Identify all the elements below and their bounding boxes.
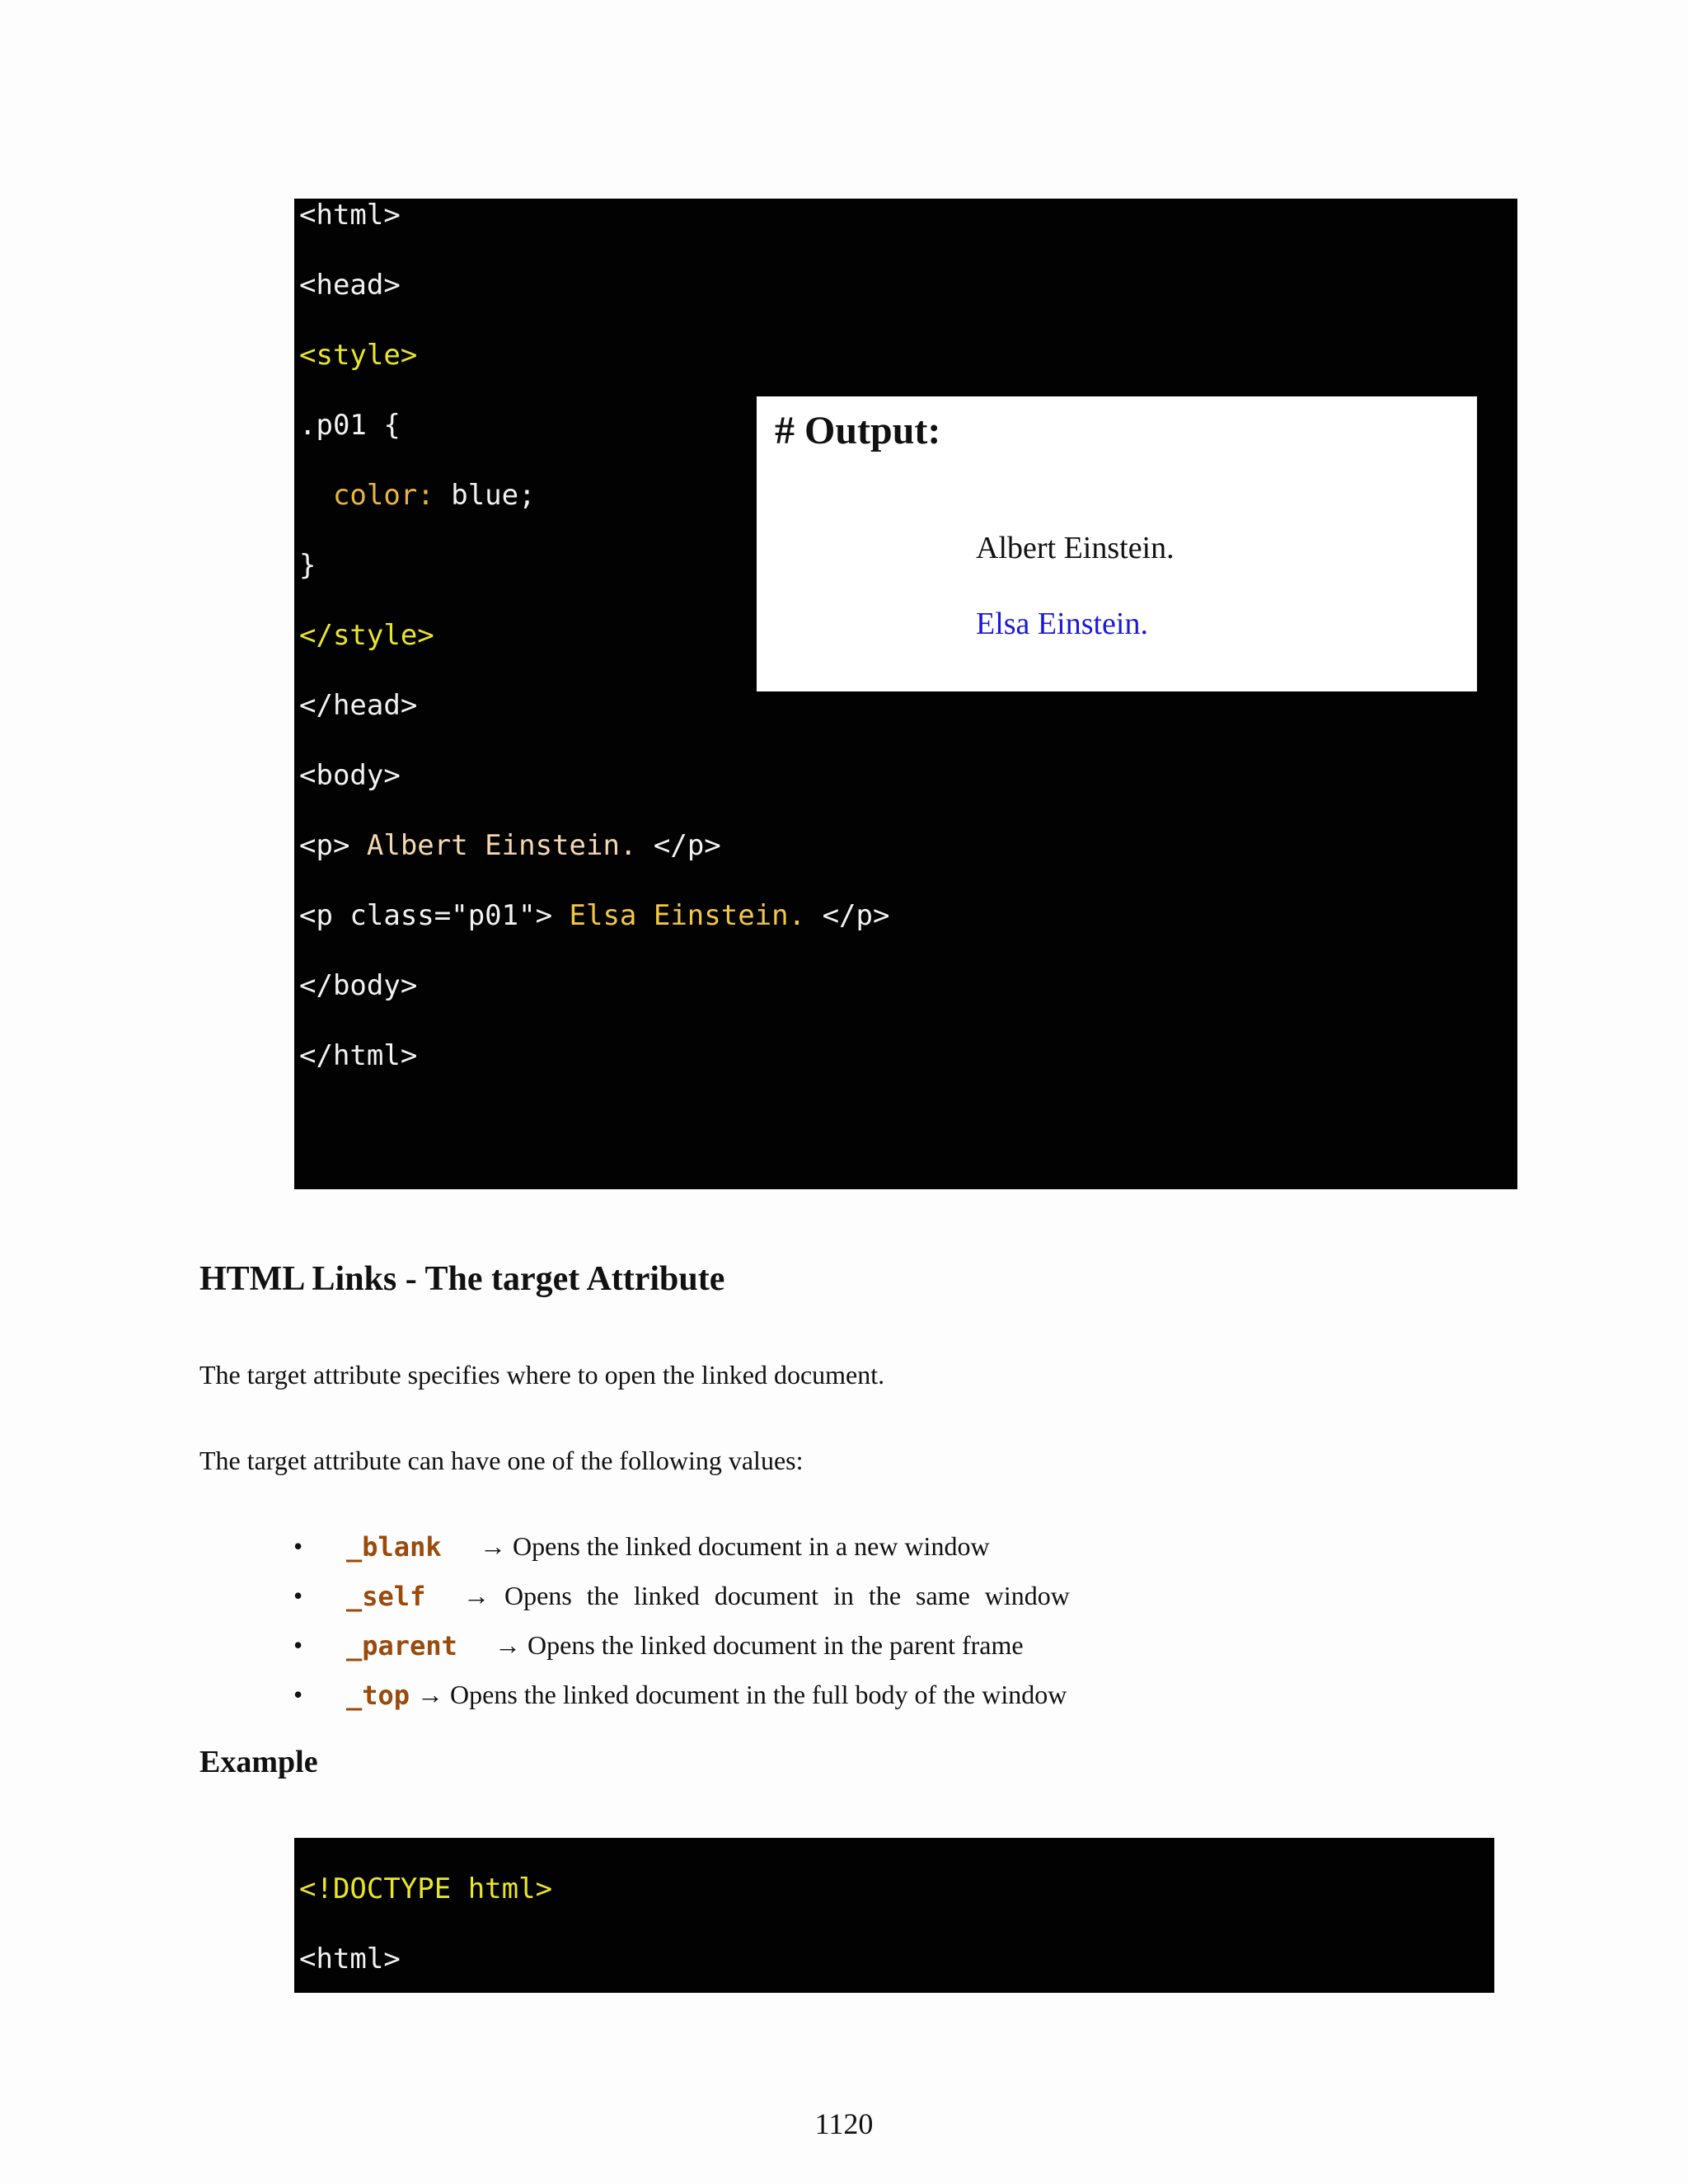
value-description: → Opens the linked document in a new window	[480, 1531, 990, 1561]
css-value: blue;	[434, 479, 536, 512]
value-code: _self	[346, 1581, 426, 1612]
html-tag: </p>	[636, 829, 721, 862]
code-line: </body>	[299, 969, 418, 1002]
bullet-icon: •	[293, 1680, 303, 1709]
code-line: <html>	[299, 1943, 401, 1975]
value-code: _top	[346, 1680, 410, 1711]
code-line: <html>	[299, 199, 401, 232]
code-line: </html>	[299, 1039, 418, 1072]
page-number: 1120	[814, 2107, 874, 2140]
code-line: <style>	[299, 339, 418, 372]
code-line: .p01 {	[299, 409, 401, 442]
code-line	[299, 829, 721, 862]
paragraph: The target attribute specifies where to open the linked document.	[199, 1360, 885, 1390]
code-block-example	[294, 1838, 1494, 1993]
example-heading: Example	[199, 1745, 318, 1779]
output-paragraph-default: Albert Einstein.	[976, 531, 1175, 565]
value-code: _parent	[346, 1630, 457, 1661]
code-line	[299, 899, 889, 932]
bullet-icon: •	[293, 1581, 303, 1610]
paragraph: The target attribute can have one of the following values:	[199, 1446, 804, 1475]
code-line: <body>	[299, 759, 401, 792]
code-block-html-style-example	[294, 199, 1517, 1189]
value-code: _blank	[346, 1531, 442, 1563]
tag-content: Albert Einstein.	[349, 829, 637, 862]
value-description: → Opens the linked document in the full body of the window	[417, 1680, 1067, 1709]
html-tag: </p>	[805, 899, 890, 932]
section-heading: HTML Links - The target Attribute	[199, 1260, 725, 1298]
html-tag: <p class="p01">	[299, 899, 553, 932]
code-line: </style>	[299, 619, 434, 652]
output-paragraph-blue: Elsa Einstein.	[976, 607, 1148, 641]
code-line: <!DOCTYPE html>	[299, 1872, 553, 1905]
tag-content: Elsa Einstein.	[552, 899, 806, 932]
code-line: }	[299, 549, 316, 582]
bullet-icon: •	[293, 1531, 303, 1561]
html-tag: <p>	[299, 829, 350, 862]
output-panel	[757, 396, 1477, 691]
bullet-icon: •	[293, 1630, 303, 1660]
code-line: </head>	[299, 689, 418, 722]
value-description: → Opens the linked document in the same window	[463, 1581, 1070, 1610]
css-property: color:	[299, 479, 434, 512]
value-description: → Opens the linked document in the parent frame	[495, 1630, 1024, 1660]
code-line: <head>	[299, 269, 401, 302]
output-title: # Output:	[775, 409, 941, 452]
code-line	[299, 479, 536, 512]
